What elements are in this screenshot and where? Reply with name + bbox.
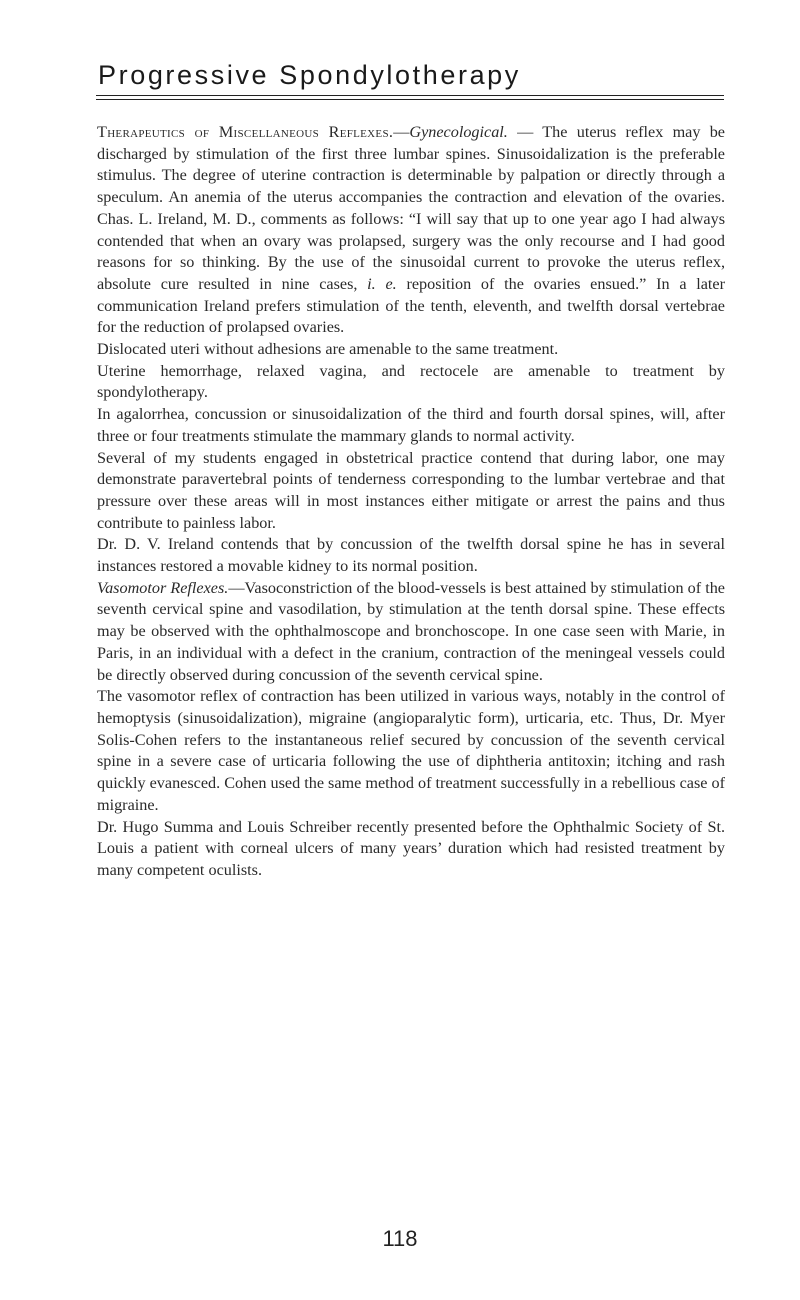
paragraph-vasomotor-contraction: The vasomotor reflex of contraction has been utilized in various ways, notably in the control of hemoptysis (sinusoidalization), migraine (angioparalytic form), urticaria, etc. Thus, Dr. Myer Solis-Cohen refers to the instantaneous relief secured by concussion of the seventh cervical spine in a severe case of urticaria following the use of diphtheria antitoxin; itching and rash quickly evanesced. Cohen used the same method of treatment successfully in a rebellious case of migraine.: [97, 687, 725, 814]
paragraph-text-end: reposition of the ovaries ensued.” In a later communication Ireland prefers stimulation of the tenth, eleventh, and twelfth dorsal vertebrae for the reduction of prolapsed ovaries.: [97, 274, 726, 337]
vasomotor-heading: Vasomotor Reflexes.: [97, 578, 229, 597]
header-rule-bottom: [96, 99, 724, 100]
paragraph-obstetrical: Several of my students engaged in obstetrical practice contend that during labor, one may demonstrate paravertebral points of tenderness corresponding to the lumbar vertebrae and that pressure over these areas will in most instances either mitigate or arrest the pains and thus contribute to painless labor.: [97, 448, 725, 532]
section-heading: Therapeutics of Miscellaneous Reflexes.: [97, 123, 394, 141]
paragraph-movable-kidney: Dr. D. V. Ireland contends that by concussion of the twelfth dorsal spine he has in several instances restored a movable kidney to its normal position.: [97, 535, 725, 576]
paragraph-vasomotor: [97, 578, 725, 687]
paragraph-uterine-hemorrhage: Uterine hemorrhage, relaxed vagina, and rectocele are amenable to treatment by spondylotherapy.: [97, 361, 725, 402]
running-title: Progressive Spondylotherapy: [98, 60, 521, 90]
paragraph-gynecological: [97, 122, 725, 339]
heading-dash: —: [393, 123, 410, 141]
section-subheading: Gynecological.: [409, 123, 508, 141]
paragraph-corneal-ulcers: Dr. Hugo Summa and Louis Schreiber recently presented before the Ophthalmic Society of St. Louis a patient with corneal ulcers of many years’ duration which had resisted treatment by many competent oculists.: [97, 817, 725, 879]
paragraph-agalorrhea: In agalorrhea, concussion or sinusoidalization of the third and fourth dorsal spines, will, after three or four treatments stimulate the mammary glands to normal activity.: [97, 405, 725, 445]
paragraph-dislocated-uteri: Dislocated uteri without adhesions are amenable to the same treatment.: [97, 340, 559, 359]
header-rule-top: [96, 95, 724, 96]
body-text: [97, 122, 725, 882]
vasomotor-text: —Vasoconstriction of the blood-vessels is best attained by stimulation of the seventh cervical spine and vasodilation, by stimulation at the tenth dorsal spine. These effects may be observed with the ophthalmoscope and bronchoscope. In one case seen with Marie, in Paris, in an individual with a defect in the cranium, contraction of the meningeal vessels could be directly observed during concussion of the seventh cervical spine.: [97, 578, 725, 684]
page-number: 118: [382, 1226, 418, 1251]
italic-ie: i. e.: [367, 274, 397, 293]
paragraph-text: — The uterus reflex may be discharged by stimulation of the first three lumbar spines. Sinusoidalization is the preferable stimulus. The degree of uterine contraction is determinable by palpation or directly through a speculum. An anemia of the uterus accompanies the contraction and elevation of the ovaries. Chas. L. Ireland, M. D., comments as follows: “I will say that up to one year ago I had always contended that when an ovary was prolapsed, surgery was the only recourse and I had good reasons for so thinking. By the use of the sinusoidal current to provoke the uterus reflex, absolute cure resulted in nine cases,: [97, 123, 725, 293]
